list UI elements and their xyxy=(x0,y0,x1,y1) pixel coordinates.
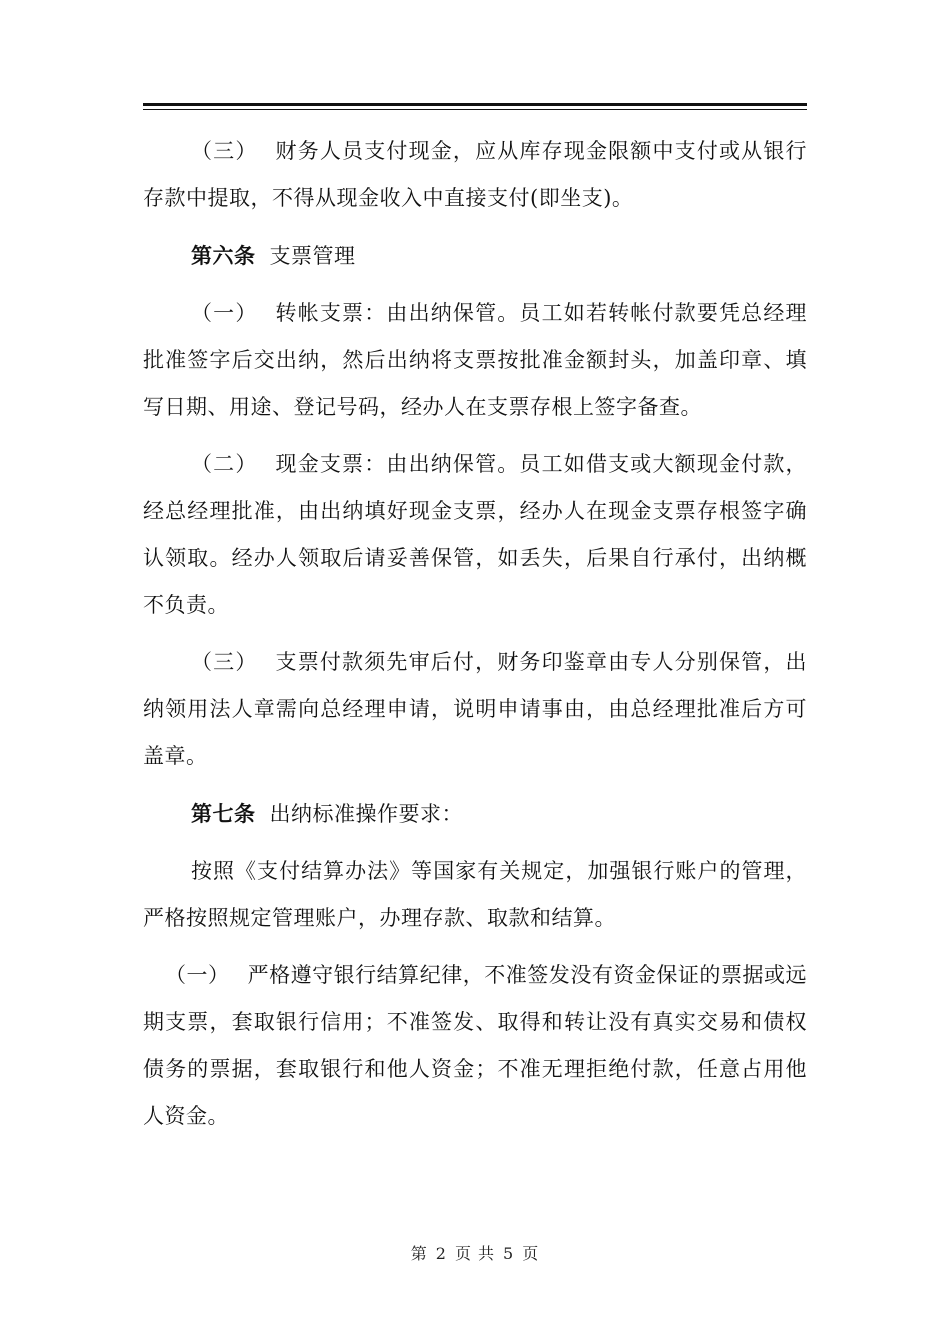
item-number: （三） xyxy=(191,650,258,674)
header-rule xyxy=(143,103,807,110)
paragraph-text: 严格遵守银行结算纪律，不准签发没有资金保证的票据或远期支票，套取银行信用；不准签发、取得和转让没有真实交易和债权债务的票据，套取银行和他人资金；不准无理拒绝付款，任意占用他人资金。 xyxy=(143,963,808,1128)
paragraph-cash-check xyxy=(143,441,807,629)
item-number: （三） xyxy=(191,139,258,163)
footer-middle: 页 共 xyxy=(454,1244,496,1263)
paragraph-text: 支票付款须先审后付，财务印鉴章由专人分别保管，出纳领用法人章需向总经理申请，说明申请事由，由总经理批准后方可盖章。 xyxy=(143,650,808,768)
paragraph-text: 按照《支付结算办法》等国家有关规定，加强银行账户的管理，严格按照规定管理账户，办理存款、取款和结算。 xyxy=(143,859,807,930)
page-footer xyxy=(0,1241,950,1264)
page-number: 2 xyxy=(435,1244,447,1263)
document-body xyxy=(143,128,807,1150)
paragraph-settlement-discipline xyxy=(143,952,807,1140)
article-number: 第七条 xyxy=(191,801,256,826)
article-title: 出纳标准操作要求： xyxy=(269,802,463,826)
item-number: （一） xyxy=(165,963,230,987)
article-6-heading xyxy=(143,232,807,280)
footer-prefix: 第 xyxy=(410,1244,428,1263)
footer-suffix: 页 xyxy=(522,1244,540,1263)
paragraph-text: 现金支票：由出纳保管。员工如借支或大额现金付款，经总经理批准，由出纳填好现金支票，经办人在现金支票存根签字确认领取。经办人领取后请妥善保管，如丢失，后果自行承付，出纳概不负责。 xyxy=(143,452,808,617)
paragraph-check-payment xyxy=(143,639,807,780)
page-total: 5 xyxy=(503,1244,515,1263)
paragraph-cash-payment xyxy=(143,128,807,222)
paragraph-transfer-check xyxy=(143,290,807,431)
paragraph-text: 转帐支票：由出纳保管。员工如若转帐付款要凭总经理批准签字后交出纳，然后出纳将支票按批准金额封头，加盖印章、填写日期、用途、登记号码，经办人在支票存根上签字备查。 xyxy=(143,301,808,419)
item-number: （二） xyxy=(191,452,258,476)
article-7-heading xyxy=(143,790,807,838)
article-number: 第六条 xyxy=(191,243,256,268)
paragraph-account-management xyxy=(143,848,807,942)
item-number: （一） xyxy=(191,301,258,325)
paragraph-text: 财务人员支付现金，应从库存现金限额中支付或从银行存款中提取，不得从现金收入中直接支付(即坐支)。 xyxy=(143,139,808,210)
article-title: 支票管理 xyxy=(269,244,356,268)
